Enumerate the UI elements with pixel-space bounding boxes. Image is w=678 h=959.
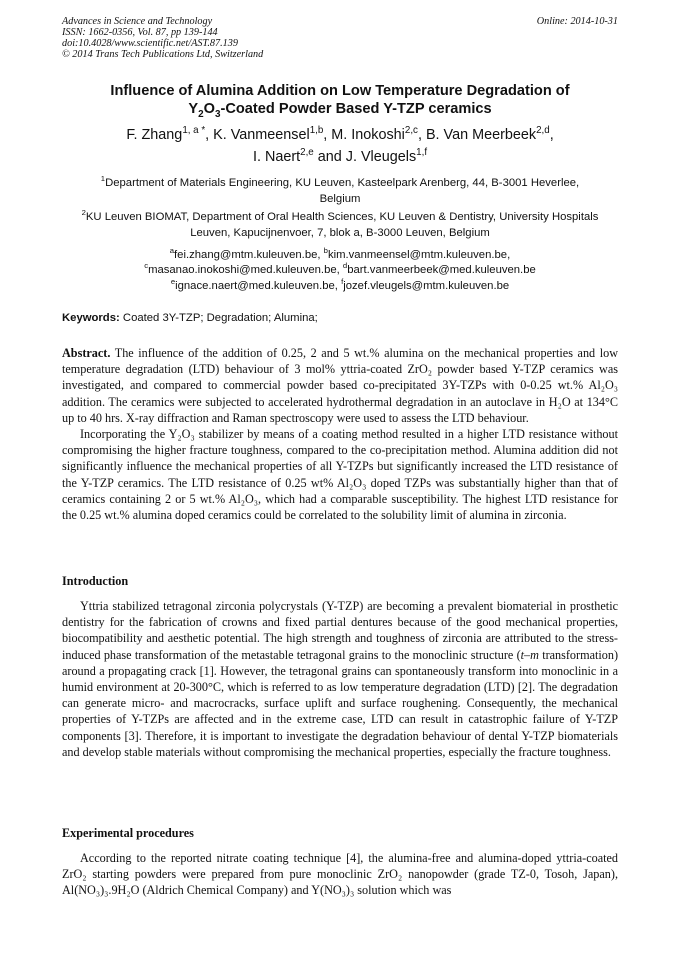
journal-name: Advances in Science and Technology	[62, 16, 213, 27]
author-name: I. Naert	[252, 149, 301, 165]
experimental-paragraph: According to the reported nitrate coating technique [4], the alumina-free and alumina-doped yttria-coated ZrO₂ starting powders were prepared from pure monoclinic ZrO₂ nanopowder (grade TZ-0, Tosoh, Japan), Al(NO₃)₃.9H₂O (Aldrich Chemical Company) and Y(NO₃)₃ solution which was	[62, 851, 618, 898]
abstract-paragraph-2: Incorporating the Y₂O₃ stabilizer by means of a coating method resulted in a higher LTD resistance without compromising the higher fracture toughness, compared to the co-precipitation method. Alumina addition did not significantly influence the mechanical properties of all Y-TZPs but significantly increased the LTD resistance of the Y-TZP ceramics. The LTD resistance of 0.25 wt% Al₂O₃ doped TZPs was substantially higher than that of ceramics containing 2 or 5 wt.% Al₂O₃, which had a comparable susceptibility. The highest LTD resistance for the 0.25 wt.% alumina doped ceramics could be correlated to the solubility limit of alumina in zirconia.	[62, 427, 618, 523]
introduction-body	[62, 598, 618, 760]
title-line-1: Influence of Alumina Addition on Low Temperature Degradation of	[110, 83, 570, 99]
keywords-text: Coated 3Y-TZP; Degradation; Alumina;	[119, 312, 318, 324]
paper-title	[62, 82, 618, 118]
email-link[interactable]: bart.vanmeerbeek@med.kuleuven.be	[347, 264, 536, 277]
abstract-label: Abstract.	[62, 346, 111, 360]
doi-line: doi:10.4028/www.scientific.net/AST.87.139	[62, 38, 238, 49]
email-block: $^a$fei.zhang@mtm.kuleuven.be, $^b$kim.vanmeensel@mtm.kuleuven.be, $^c$masanao.inokoshi@med.kuleuven.be, $^d$bart.vanmeerbeek@med.kuleuven.be $^e$ignace.naert@med.kuleuven.be, $^f$jozef.vleugels@mtm.kuleuven.be	[144, 246, 536, 292]
email-link[interactable]: fei.zhang@mtm.kuleuven.be	[174, 249, 318, 261]
keywords-label: Keywords:	[62, 312, 120, 324]
author-name: M. Inokoshi	[331, 127, 405, 143]
abstract	[62, 345, 618, 523]
online-date: Online: 2014-10-31	[536, 16, 618, 27]
email-link[interactable]: kim.vanmeensel@mtm.kuleuven.be	[327, 249, 508, 261]
running-header	[62, 16, 618, 60]
keywords	[62, 312, 618, 324]
issn-line: ISSN: 1662-0356, Vol. 87, pp 139-144	[62, 27, 218, 38]
introduction-paragraph: Yttria stabilized tetragonal zirconia polycrystals (Y-TZP) are becoming a prevalent biomaterial in prosthetic dentistry for the fabrication of crowns and fixed partial dentures because of the good mechanical properties, biocompatibility and aesthetic potential. The high strength and toughness of zirconia are attributed to the stress-induced phase transformation of the metastable tetragonal grains to the monoclinic structure (t–m transformation) around a propagating crack [1]. However, the tetragonal grains can spontaneously transform into monoclinic in a humid environment at 20-300°C, which is referred to as low temperature degradation (LTD) [2]. The degradation can generate micro- and macrocracks, surface uplift and surface roughening. Consequently, the mechanical properties of Y-TZPs are affected and in the extreme case, LTD can result in catastrophic failure of Y-TZP components [3]. Therefore, it is important to investigate the degradation behaviour of dental Y-TZP biomaterials and develop stable materials without compromising the mechanical properties, especially the fracture toughness.	[62, 599, 618, 759]
affiliation-1: $^1$Department of Materials Engineering, KU Leuven, Kasteelpark Arenberg, 44, B-3001 Heverlee, Belgium	[100, 174, 580, 205]
experimental-body	[62, 850, 618, 899]
copyright-line: © 2014 Trans Tech Publications Ltd, Switzerland	[62, 49, 264, 60]
author-name: F. Zhang	[126, 127, 183, 143]
email-link[interactable]: masanao.inokoshi@med.kuleuven.be	[148, 264, 337, 277]
author-name: K. Vanmeensel	[213, 127, 310, 143]
author-line-1: F. Zhang$^{1, a *}$, K. Vanmeensel$^{1,b}$, M. Inokoshi$^{2,c}$, B. Van Meerbeek$^{2,d}$,	[126, 125, 554, 143]
abstract-paragraph-1: Abstract. The influence of the addition of 0.25, 2 and 5 wt.% alumina on the mechanical properties and low temperature degradation (LTD) behaviour of 3 mol% yttria-coated ZrO₂ powder based Y-TZP ceramics was investigated, and compared to commercial powder based co-precipitated 3Y-TZPs with 0-0.25 wt.% Al₂O₃ addition. The ceramics were subjected to accelerated hydrothermal degradation in an autoclave in H₂O at 134°C up to 40 hrs. X-ray diffraction and Raman spectroscopy were used to assess the LTD behaviour.	[62, 346, 618, 425]
author-line-2: I. Naert$^{2,e}$ and J. Vleugels$^{1,f}$	[252, 147, 428, 165]
experimental-heading: Experimental procedures	[62, 826, 194, 840]
affiliation-2: $^2$KU Leuven BIOMAT, Department of Oral Health Sciences, KU Leuven & Dentistry, University Hospitals Leuven, Kapucijnenvoer, 7, blok a, B-3000 Leuven, Belgium	[81, 208, 599, 239]
email-link[interactable]: jozef.vleugels@mtm.kuleuven.be	[343, 279, 510, 292]
author-name: J. Vleugels	[345, 149, 417, 165]
email-link[interactable]: ignace.naert@med.kuleuven.be	[175, 279, 335, 292]
title-line-2: $Y_2O_3$-Coated Powder Based Y-TZP ceramics	[188, 101, 492, 120]
author-name: B. Van Meerbeek	[425, 127, 537, 143]
author-list	[62, 124, 618, 168]
introduction-heading: Introduction	[62, 574, 129, 588]
